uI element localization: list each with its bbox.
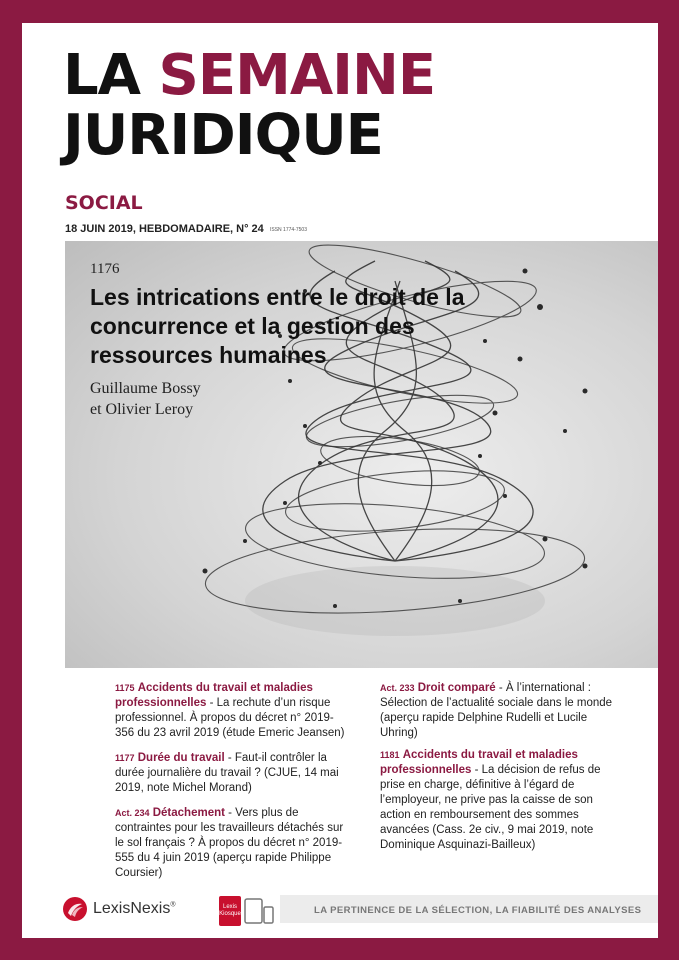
item-number: Act. 234 [115, 808, 150, 818]
masthead-semaine: SEMAINE [158, 43, 436, 108]
item-text: - La rechute d’un risque professionnel. À propos du décret n° 2019-356 du 23 avril 2019 (étude Emeric Jeansen) [115, 697, 345, 739]
publisher-name [93, 900, 176, 918]
issue-dateline: 18 JUIN 2019, HEBDOMADAIRE, N° 24 [65, 223, 264, 235]
summary-item [115, 806, 345, 881]
summary-item [115, 681, 345, 741]
item-text: - Vers plus de contraintes pour les travailleurs détachés sur le sol français ? À propos du décret n° 2019-555 du 4 juin 2019 (aperçu rapide Philippe Coursier) [115, 807, 344, 879]
feature-illustration [65, 241, 658, 668]
summary-item [115, 751, 345, 796]
item-number: 1175 [115, 683, 135, 693]
cover-page [22, 23, 658, 938]
item-text: - À l’international : Sélection de l’actualité sociale dans le monde (aperçu rapide Delphine Rudelli et Lucile Uhring) [380, 682, 613, 739]
feature-number: 1176 [90, 261, 120, 277]
item-category: Durée du travail [137, 752, 225, 764]
tagline: LA PERTINENCE DE LA SÉLECTION, LA FIABILITÉ DES ANALYSES [314, 905, 642, 916]
item-number: 1181 [380, 750, 400, 760]
feature-author-1: Guillaume Bossy [90, 380, 201, 397]
summary-item [380, 748, 620, 853]
issn-number: ISSN 1774-7503 [270, 227, 307, 233]
masthead-line1 [63, 43, 436, 108]
summary-item [380, 681, 620, 741]
kiosque-label: Lexis Kiosque [219, 904, 241, 917]
lexisnexis-logo-icon [62, 896, 88, 922]
trademark-mark: ® [170, 901, 176, 909]
phone-icon [264, 907, 273, 923]
item-category: Détachement [152, 807, 225, 819]
item-number: Act. 233 [380, 683, 415, 693]
masthead-line2: JURIDIQUE [63, 103, 383, 168]
section-title: SOCIAL [65, 192, 143, 214]
lexis-kiosque-icon [219, 896, 241, 926]
item-text: - Faut-il contrôler la durée journalière du travail ? (CJUE, 14 mai 2019, note Michel Morand) [115, 752, 339, 794]
tablet-icon [244, 897, 274, 925]
item-number: 1177 [115, 753, 135, 763]
item-text: - La décision de refus de prise en charge, définitive à l’égard de l’employeur, ne prive pas la caisse de son action en remboursement des sommes avancées (Cass. 2e civ., 9 mai 2019, note Dominique Asquinazi-Bailleux) [380, 764, 601, 851]
feature-authors [90, 378, 350, 420]
publisher-logo [62, 896, 176, 922]
item-category: Droit comparé [417, 682, 496, 694]
publisher-name-text: LexisNexis [93, 900, 171, 917]
feature-title: Les intrications entre le droit de la concurrence et la gestion des ressources humaines [90, 284, 465, 368]
masthead-la: LA [63, 43, 159, 108]
item-category: Accidents du travail et maladies professionnelles [115, 682, 313, 709]
item-category: Accidents du travail et maladies professionnelles [380, 749, 578, 776]
feature-author-2: et Olivier Leroy [90, 401, 194, 418]
